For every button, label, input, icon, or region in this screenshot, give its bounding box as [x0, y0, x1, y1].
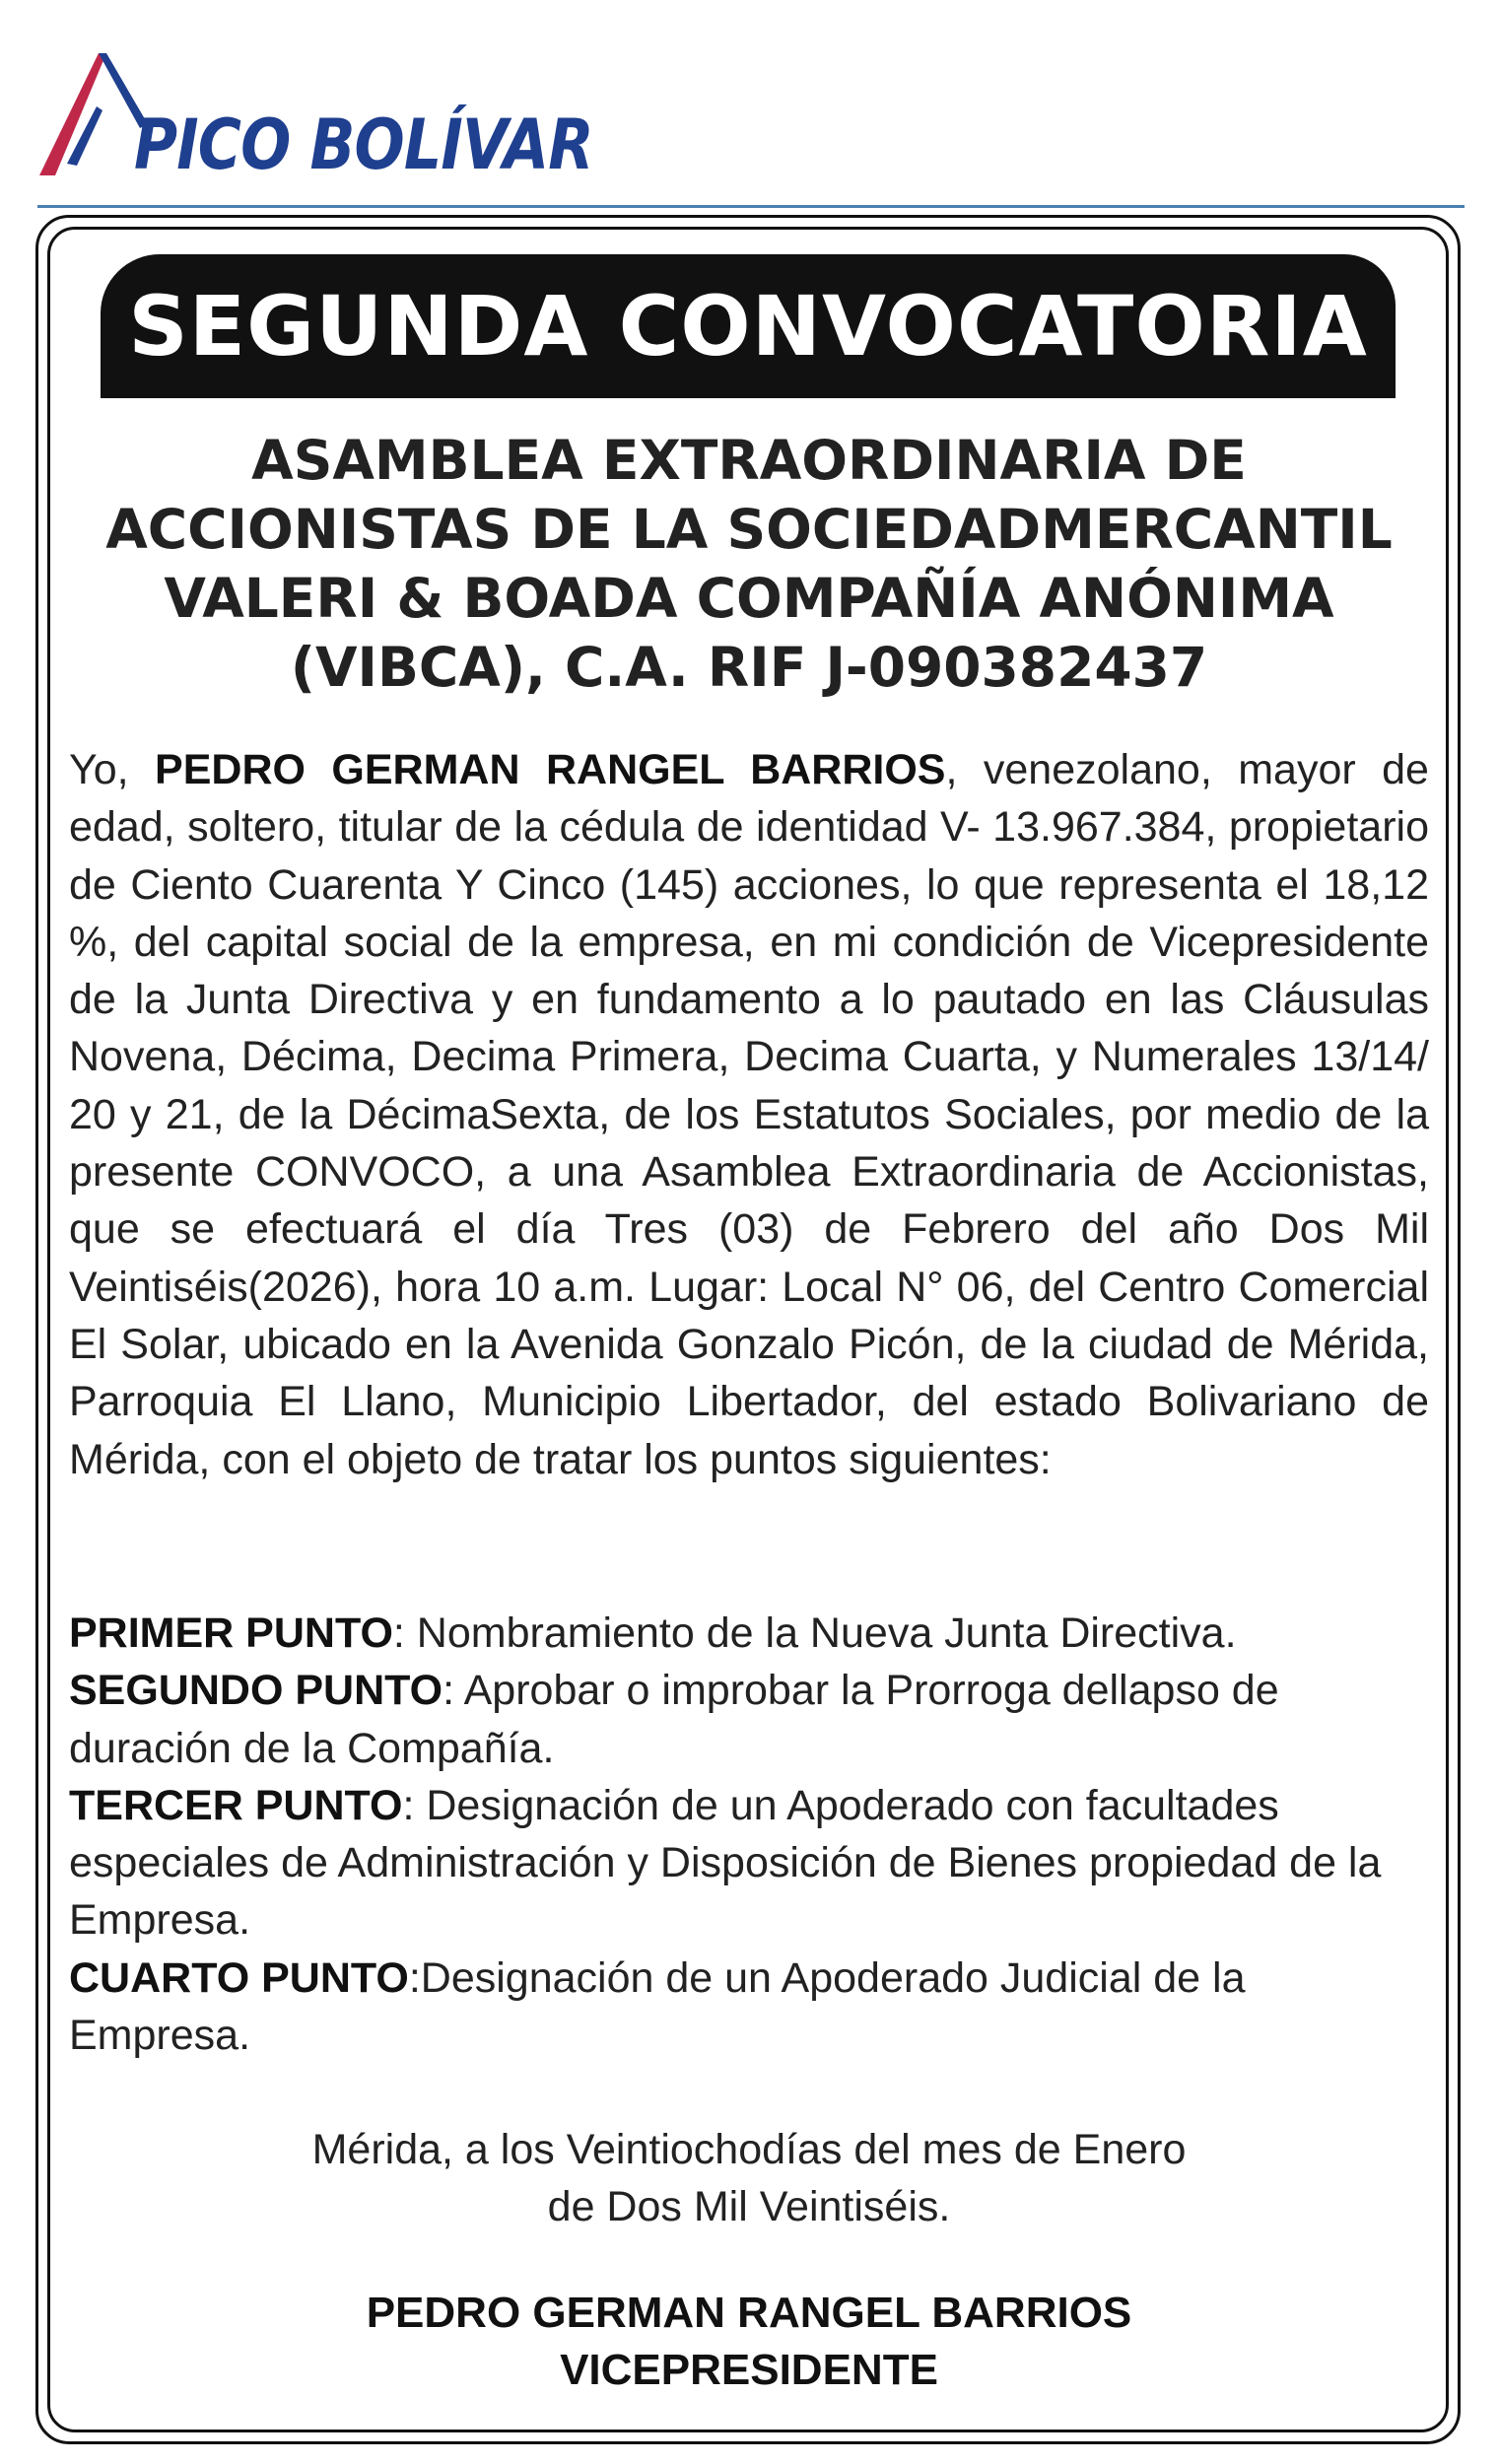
- signature-block: [59, 2285, 1439, 2399]
- agenda-item-text: : Aprobar o improbar la Prorroga dellapso de duración de la Compañía.: [69, 1667, 1279, 1772]
- closing-line: Mérida, a los Veintiochodías del mes de Enero: [311, 2126, 1187, 2173]
- heading-line: VALERI & BOADA COMPAÑÍA ANÓNIMA: [164, 567, 1334, 630]
- heading-line: ASAMBLEA EXTRAORDINARIA DE: [251, 429, 1247, 492]
- agenda-item-label: CUARTO PUNTO: [69, 1953, 409, 2002]
- agenda-points: [69, 1605, 1429, 2064]
- signatory-title: VICEPRESIDENTE: [560, 2346, 938, 2394]
- agenda-item-label: TERCER PUNTO: [69, 1781, 403, 1829]
- logo-wordmark: PICO BOLÍVAR: [134, 104, 593, 185]
- convocation-body: [69, 741, 1429, 1488]
- agenda-item-label: PRIMER PUNTO: [69, 1609, 393, 1657]
- agenda-item-label: SEGUNDO PUNTO: [69, 1667, 443, 1715]
- convener-name: PEDRO GERMAN RANGEL BARRIOS: [155, 746, 946, 793]
- body-text: , venezolano, mayor de edad, soltero, titular de la cédula de identidad V- 13.967.384, propietario de Ciento Cuarenta Y Cinco (145) acciones, lo que representa el 18,12 %, del capital social de la empresa, en mi condición de Vicepresidente de la Junta Directiva y en fundamento a lo pautado en las Cláusulas Novena, Décima, Decima Primera, Decima Cuarta, y Numerales 13/14/ 20 y 21, de la DécimaSexta, de los Estatutos Sociales, por medio de la presente CONVOCO, a una Asamblea Extraordinaria de Accionistas, que se efectuará el día Tres (03) de Febrero del año Dos Mil Veintiséis(2026), hora 10 a.m. Lugar: Local N° 06, del Centro Comercial El Solar, ubicado en la Avenida Gonzalo Picón, de la ciudad de Mérida, Parroquia El Llano, Municipio Libertador, del estado Bolivariano de Mérida, con el objeto de tratar los puntos siguientes:: [69, 746, 1429, 1483]
- banner-title: SEGUNDA CONVOCATORIA: [128, 278, 1368, 375]
- heading-line: ACCIONISTAS DE LA SOCIEDADMERCANTIL: [105, 498, 1393, 561]
- agenda-item-text: : Designación de un Apoderado con facultades especiales de Administración y Disposición de Bienes propiedad de la Empresa.: [69, 1781, 1382, 1945]
- heading-line: (VIBCA), C.A. RIF J-090382437: [290, 636, 1208, 699]
- signatory-name: PEDRO GERMAN RANGEL BARRIOS: [366, 2289, 1132, 2337]
- agenda-item-text: :Designación de un Apoderado Judicial de la Empresa.: [69, 1953, 1246, 2060]
- assembly-heading: [59, 426, 1439, 702]
- agenda-item: [69, 1662, 1429, 1777]
- header-divider: [37, 205, 1465, 208]
- body-intro: Yo,: [69, 746, 156, 793]
- title-banner: [101, 254, 1396, 398]
- closing-line: de Dos Mil Veintiséis.: [547, 2183, 951, 2230]
- closing-date: [59, 2121, 1439, 2235]
- agenda-item: [69, 1605, 1429, 1662]
- pico-bolivar-logo: [37, 45, 593, 193]
- agenda-item-text: : Nombramiento de la Nueva Junta Directiva.: [392, 1609, 1237, 1657]
- agenda-item: [69, 1777, 1429, 1950]
- agenda-item: [69, 1950, 1429, 2065]
